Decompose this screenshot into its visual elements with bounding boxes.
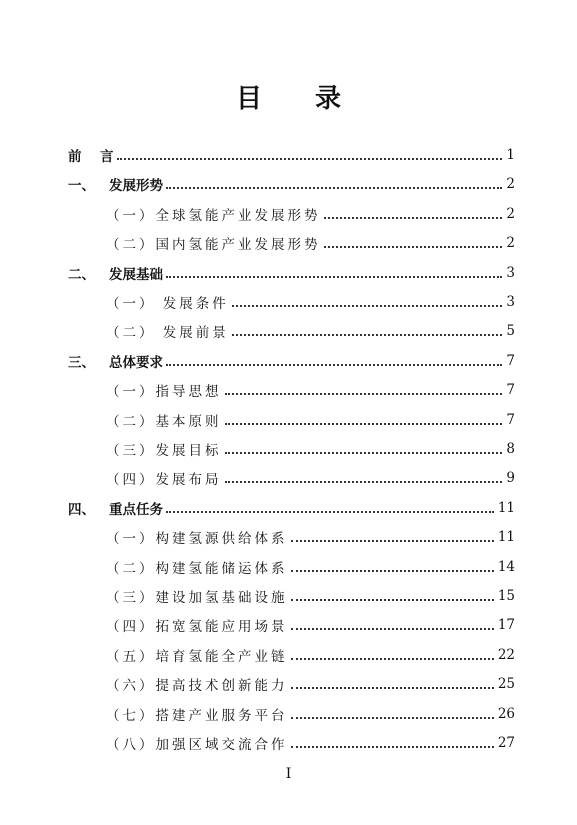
toc-leader-dots bbox=[225, 393, 503, 395]
toc-entry-title: （四）发展布局 bbox=[106, 472, 222, 489]
toc-entry-title: （一）全球氢能产业发展形势 bbox=[106, 207, 321, 224]
toc-entry-page: 2 bbox=[506, 176, 515, 193]
toc-entry[interactable] bbox=[0, 674, 577, 694]
toc-entry-title: 总体要求 bbox=[109, 354, 163, 371]
toc-entry[interactable] bbox=[0, 439, 577, 459]
toc-entry-number: 四、 bbox=[68, 501, 95, 518]
toc-entry[interactable] bbox=[0, 233, 577, 253]
toc-entry[interactable] bbox=[0, 645, 577, 665]
toc-entry-title: （一）指导思想 bbox=[106, 384, 222, 401]
toc-leader-dots bbox=[166, 364, 502, 366]
toc-entry-page: 25 bbox=[497, 676, 515, 693]
toc-entry-number: 二、 bbox=[68, 266, 95, 283]
toc-entry-title: 发展基础 bbox=[109, 266, 163, 283]
toc-leader-dots bbox=[166, 511, 494, 513]
toc-entry-page: 15 bbox=[497, 588, 515, 604]
toc-leader-dots bbox=[291, 658, 494, 660]
toc-entry-page: 5 bbox=[506, 323, 515, 340]
toc-entry-title: （八）加强区域交流合作 bbox=[106, 737, 288, 753]
toc-entry-page: 3 bbox=[506, 264, 515, 281]
toc-entry-page: 14 bbox=[497, 558, 515, 575]
toc-entry[interactable] bbox=[0, 557, 577, 577]
toc-entry[interactable] bbox=[0, 733, 577, 753]
toc-entry[interactable] bbox=[0, 527, 577, 547]
toc-entry-title: （三）发展目标 bbox=[106, 443, 222, 459]
toc-leader-dots bbox=[166, 187, 502, 189]
toc-leader-dots bbox=[291, 687, 494, 689]
toc-entry-title: （六）提高技术创新能力 bbox=[106, 678, 288, 695]
toc-leader-dots bbox=[225, 452, 503, 454]
toc-entry[interactable] bbox=[0, 615, 577, 635]
toc-entry-page: 2 bbox=[506, 205, 515, 222]
toc-leader-dots bbox=[291, 628, 494, 630]
toc-entry-page: 7 bbox=[506, 411, 515, 428]
toc-leader-dots bbox=[225, 481, 503, 483]
toc-leader-dots bbox=[291, 717, 494, 719]
toc-entry-page: 9 bbox=[506, 470, 515, 487]
toc-leader-dots bbox=[324, 246, 503, 248]
toc-entry-title: （五）培育氢能全产业链 bbox=[106, 648, 288, 665]
toc-entry-page: 7 bbox=[506, 352, 515, 369]
toc-leader-dots bbox=[232, 305, 503, 307]
toc-leader-dots bbox=[291, 540, 494, 542]
toc-entry-title: （三）建设加氢基础设施 bbox=[106, 590, 288, 606]
toc-title: 目 录 bbox=[235, 84, 364, 114]
toc-entry[interactable] bbox=[0, 321, 577, 341]
toc-entry-page: 2 bbox=[506, 235, 515, 252]
toc-leader-dots bbox=[117, 158, 503, 160]
toc-entry[interactable] bbox=[0, 145, 577, 165]
toc-leader-dots bbox=[166, 276, 502, 278]
toc-entry-title: （一） 发展条件 bbox=[106, 296, 229, 312]
toc-entry[interactable] bbox=[0, 204, 577, 224]
toc-entry[interactable] bbox=[0, 380, 577, 400]
toc-leader-dots bbox=[324, 217, 503, 219]
toc-entry-title: 重点任务 bbox=[109, 501, 163, 518]
toc-leader-dots bbox=[291, 570, 494, 572]
toc-entry-title: 发展形势 bbox=[109, 178, 163, 195]
toc-leader-dots bbox=[225, 423, 503, 425]
toc-leader-dots bbox=[232, 334, 503, 336]
toc-entry[interactable] bbox=[0, 263, 577, 283]
toc-entry-title: （四）拓宽氢能应用场景 bbox=[106, 619, 288, 636]
toc-entry[interactable] bbox=[0, 468, 577, 488]
toc-entry-number: 前 bbox=[68, 149, 82, 165]
toc-entry[interactable] bbox=[0, 498, 577, 518]
toc-entry-title: （二）基本原则 bbox=[106, 413, 222, 430]
toc-entry-page: 26 bbox=[497, 705, 515, 722]
toc-entry-number: 三、 bbox=[68, 354, 95, 371]
toc-entry-title: （二）构建氢能储运体系 bbox=[106, 560, 288, 577]
toc-entry-number: 一、 bbox=[68, 178, 95, 195]
toc-entry[interactable] bbox=[0, 174, 577, 194]
toc-entry[interactable] bbox=[0, 704, 577, 724]
toc-entry[interactable] bbox=[0, 410, 577, 430]
toc-entry[interactable] bbox=[0, 292, 577, 312]
toc-entry-page: 1 bbox=[506, 147, 515, 163]
toc-entry-title: （二） 发展前景 bbox=[106, 325, 229, 342]
toc-entry-page: 3 bbox=[506, 294, 515, 310]
toc-entry-title: （七）搭建产业服务平台 bbox=[106, 707, 288, 724]
toc-entry-page: 8 bbox=[506, 441, 515, 457]
toc-entry-page: 17 bbox=[497, 617, 515, 634]
toc-entry-page: 27 bbox=[497, 735, 515, 751]
toc-entry-title: （一）构建氢源供给体系 bbox=[106, 531, 288, 548]
toc-entry-page: 22 bbox=[497, 646, 515, 663]
page-footer-number: I bbox=[285, 766, 292, 782]
toc-entry-title: 言 bbox=[100, 149, 114, 165]
toc-entry[interactable] bbox=[0, 586, 577, 606]
toc-entry[interactable] bbox=[0, 351, 577, 371]
toc-leader-dots bbox=[291, 599, 494, 601]
toc-leader-dots bbox=[291, 746, 494, 748]
toc-entry-page: 11 bbox=[497, 499, 515, 516]
toc-entry-page: 7 bbox=[506, 382, 515, 399]
toc-entry-page: 11 bbox=[497, 529, 515, 546]
toc-entry-title: （二）国内氢能产业发展形势 bbox=[106, 237, 321, 254]
